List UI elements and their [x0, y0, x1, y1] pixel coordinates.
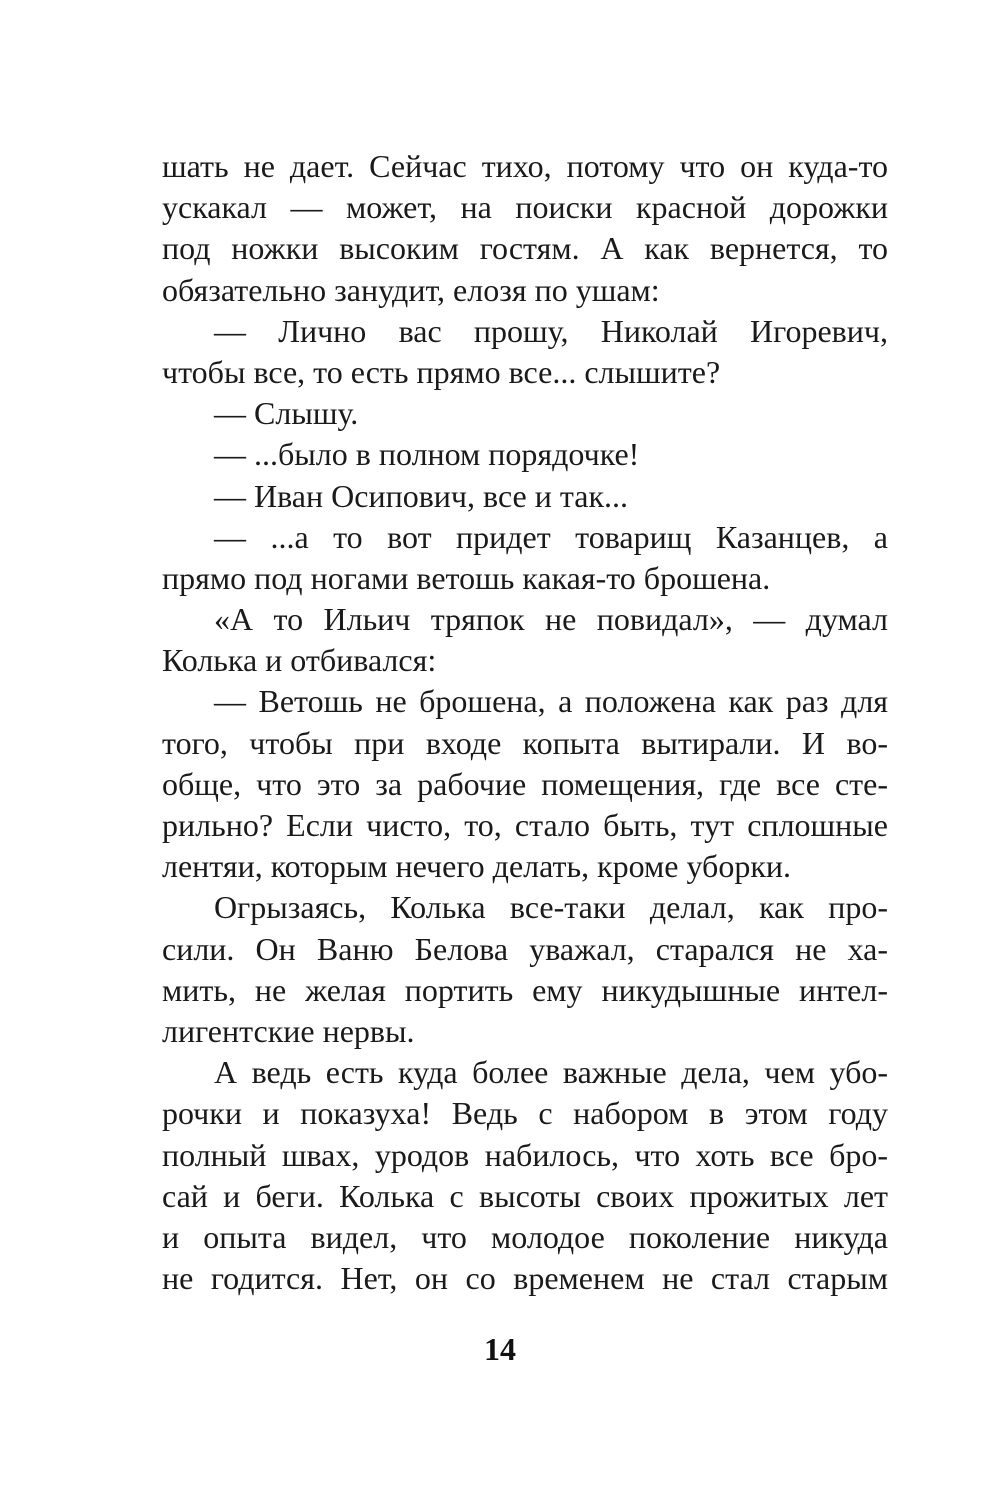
text-line: — Ветошь не брошена, а положена как раз для — [214, 683, 888, 720]
text-line: того, чтобы при входе копыта вытирали. И во- — [162, 724, 888, 761]
text-line: сили. Он Ваню Белова уважал, старался не ха- — [162, 930, 888, 967]
text-line: рильно? Если чисто, то, стало быть, тут сплошные — [162, 807, 888, 843]
text-line: мить, не желая портить ему никудышные интел- — [162, 971, 888, 1008]
body-text — [162, 146, 888, 1299]
text-line: — Лично вас прошу, Николай Игоревич, — [214, 312, 888, 349]
text-line: — Слышу. — [214, 395, 359, 432]
text-line: сай и беги. Колька с высоты своих прожитых лет — [162, 1177, 888, 1214]
text-line: — ...а то вот придет товарищ Казанцев, а — [214, 518, 888, 555]
text-line: чтобы все, то есть прямо все... слышите? — [162, 353, 721, 390]
text-line: лентяи, которым нечего делать, кроме уборки. — [162, 848, 791, 885]
text-line: лигентские нервы. — [162, 1012, 415, 1049]
text-line: прямо под ногами ветошь какая-то брошена. — [162, 559, 771, 596]
text-line: обязательно занудит, елозя по ушам: — [162, 271, 660, 308]
text-line: рочки и показуха! Ведь с набором в этом году — [162, 1095, 888, 1132]
text-line: и опыта видел, что молодое поколение никуда — [162, 1218, 888, 1255]
text-line: — ...было в полном порядочке! — [214, 436, 640, 473]
text-line: шать не дает. Сейчас тихо, потому что он куда-то — [162, 148, 888, 184]
page-number: 14 — [484, 1331, 516, 1367]
text-line: — Иван Осипович, все и так... — [214, 477, 628, 514]
text-line: ускакал — может, на поиски красной дорожки — [162, 189, 888, 226]
text-line: Колька и отбивался: — [162, 642, 437, 679]
text-line: под ножки высоким гостям. А как вернется, то — [162, 230, 888, 267]
text-line: «А то Ильич тряпок не повидал», — думал — [214, 601, 888, 638]
text-line: не годится. Нет, он со временем не стал старым — [162, 1260, 888, 1297]
text-line: полный швах, уродов набилось, что хоть все бро- — [162, 1136, 888, 1173]
text-line: обще, что это за рабочие помещения, где все сте- — [162, 765, 888, 802]
text-line: А ведь есть куда более важные дела, чем убо- — [214, 1054, 888, 1091]
text-line: Огрызаясь, Колька все-таки делал, как про- — [214, 889, 888, 926]
